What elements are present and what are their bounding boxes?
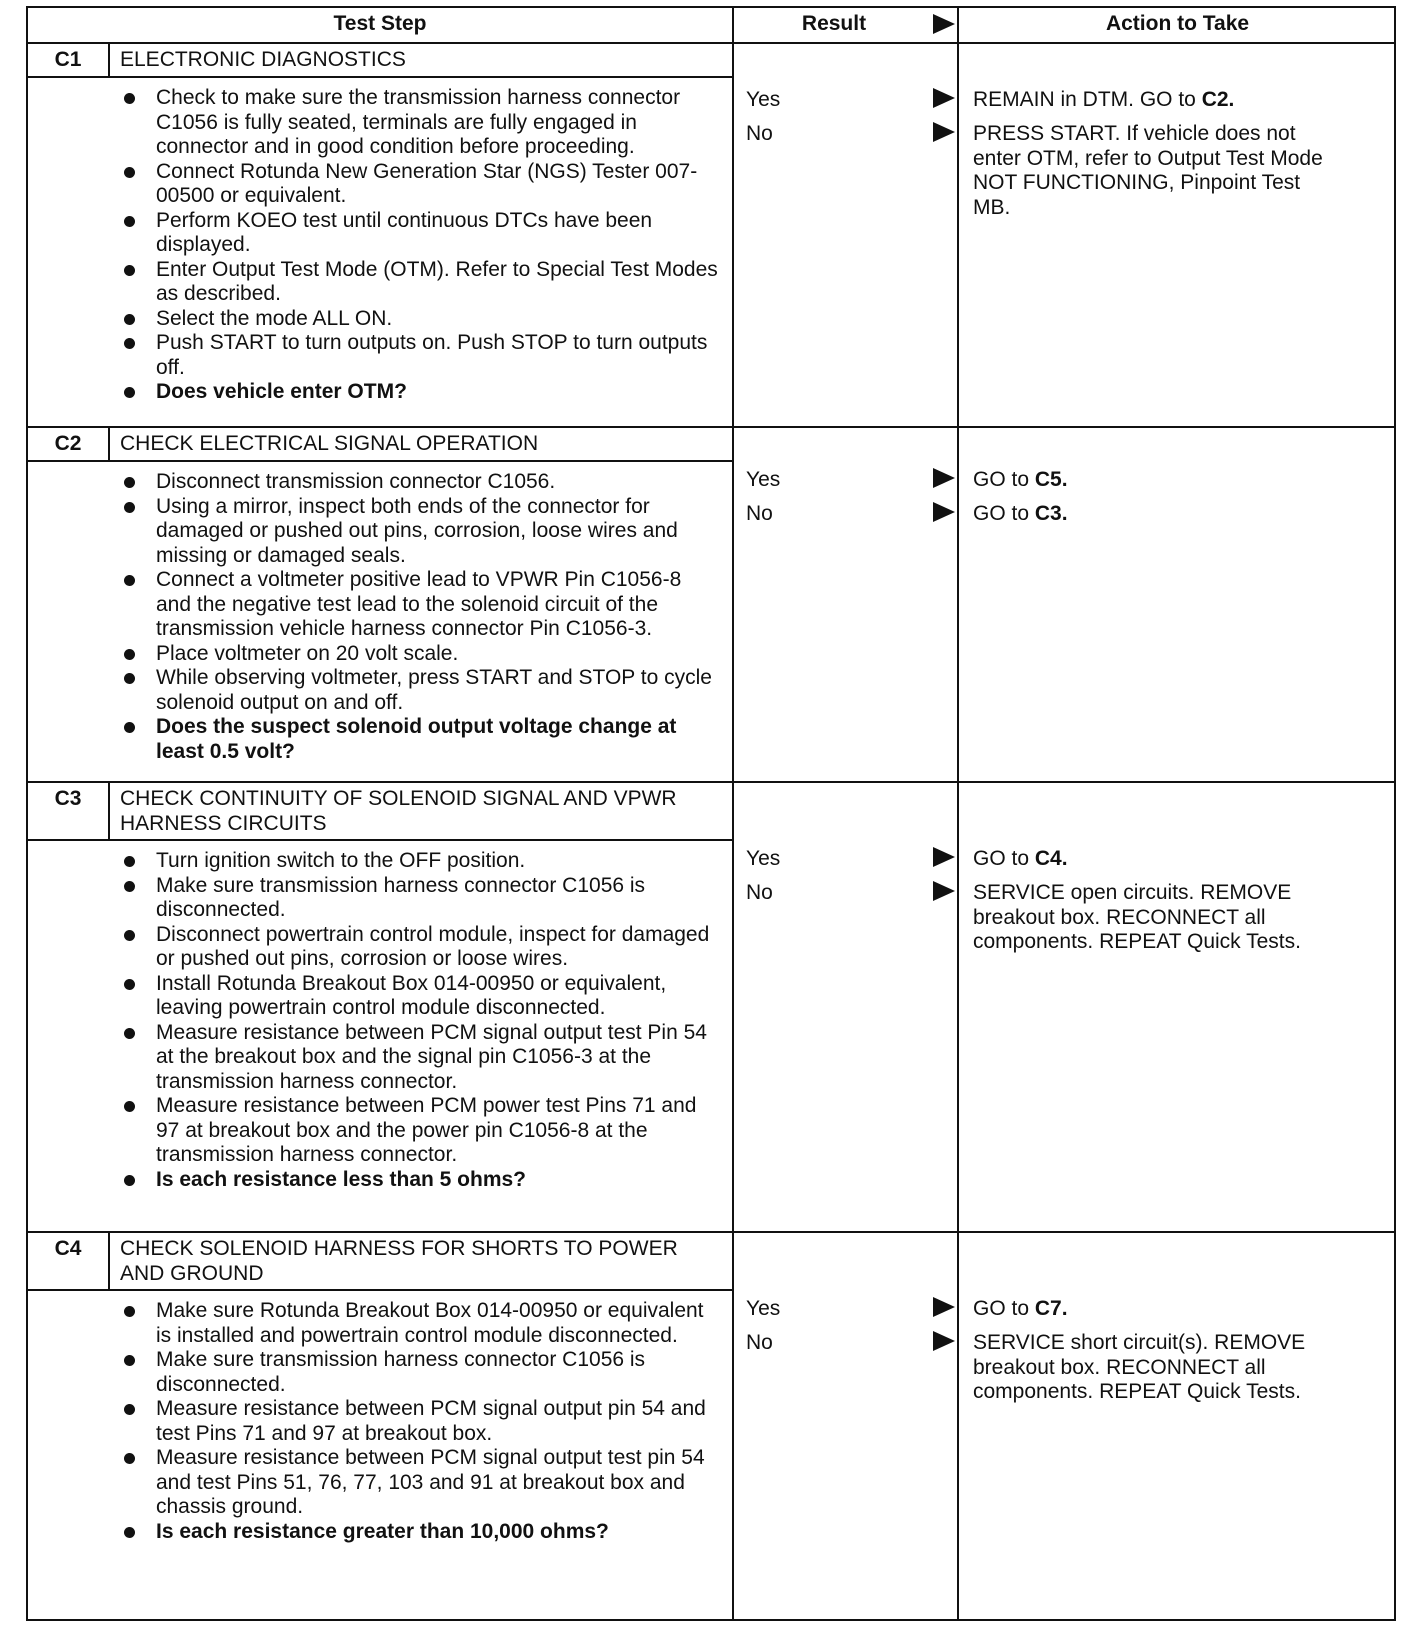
arrow-right-icon <box>933 1297 955 1317</box>
bullet-icon <box>124 1404 135 1415</box>
step-bullets <box>120 849 720 1192</box>
action-yes: GO to C7. <box>973 1297 1068 1320</box>
bullet-icon <box>124 314 135 325</box>
header-action: Action to Take <box>1105 12 1250 35</box>
list-item: Turn ignition switch to the OFF position. <box>120 849 720 874</box>
step-bullets <box>120 86 720 405</box>
bullet-icon <box>124 1527 135 1538</box>
list-item: Measure resistance between PCM power test Pins 71 and 97 at breakout box and the power pin C1056-8 at the transmission harness connector. <box>120 1094 720 1168</box>
action-yes: GO to C4. <box>973 847 1068 870</box>
step-row-c3 <box>28 783 1394 1233</box>
bullet-icon <box>124 387 135 398</box>
list-item: Make sure transmission harness connector C1056 is disconnected. <box>120 1348 720 1397</box>
arrow-right-icon <box>933 468 955 488</box>
step-row-c4 <box>28 1233 1394 1621</box>
bullet-icon <box>124 1306 135 1317</box>
step-id: C2 <box>54 432 82 455</box>
action-no: SERVICE open circuits. REMOVE breakout box. RECONNECT all components. REPEAT Quick Tests. <box>973 881 1301 953</box>
step-question: Is each resistance less than 5 ohms? <box>120 1168 720 1193</box>
step-question: Does the suspect solenoid output voltage change at least 0.5 volt? <box>120 715 720 764</box>
bullet-icon <box>124 93 135 104</box>
list-item: Place voltmeter on 20 volt scale. <box>120 642 720 667</box>
result-no: No <box>746 122 773 145</box>
step-title: ELECTRONIC DIAGNOSTICS <box>108 44 734 78</box>
arrow-right-icon <box>933 14 955 34</box>
step-id: C4 <box>54 1237 82 1260</box>
list-item: Select the mode ALL ON. <box>120 307 720 332</box>
list-item: Make sure Rotunda Breakout Box 014-00950 or equivalent is installed and powertrain control module disconnected. <box>120 1299 720 1348</box>
bullet-icon <box>124 502 135 513</box>
list-item: Enter Output Test Mode (OTM). Refer to Special Test Modes as described. <box>120 258 720 307</box>
list-item: Measure resistance between PCM signal output test Pin 54 at the breakout box and the signal pin C1056-3 at the transmission harness connector. <box>120 1021 720 1095</box>
bullet-icon <box>124 673 135 684</box>
step-bullets <box>120 1299 720 1544</box>
result-no: No <box>746 881 773 904</box>
action-yes: GO to C5. <box>973 468 1068 491</box>
bullet-icon <box>124 979 135 990</box>
bullet-icon <box>124 265 135 276</box>
bullet-icon <box>124 167 135 178</box>
bullet-icon <box>124 722 135 733</box>
list-item: Measure resistance between PCM signal output pin 54 and test Pins 71 and 97 at breakout box. <box>120 1397 720 1446</box>
bullet-icon <box>124 1453 135 1464</box>
bullet-icon <box>124 856 135 867</box>
action-no: PRESS START. If vehicle does not enter OTM, refer to Output Test Mode NOT FUNCTIONING, Pinpoint Test MB. <box>973 122 1323 219</box>
bullet-icon <box>124 1101 135 1112</box>
step-bullets <box>120 470 720 764</box>
bullet-icon <box>124 1355 135 1366</box>
bullet-icon <box>124 477 135 488</box>
list-item: Measure resistance between PCM signal output test pin 54 and test Pins 51, 76, 77, 103 and 91 at breakout box and chassis ground. <box>120 1446 720 1520</box>
step-row-c2 <box>28 428 1394 783</box>
step-id: C3 <box>54 787 82 810</box>
step-title: CHECK ELECTRICAL SIGNAL OPERATION <box>108 428 734 462</box>
step-id: C1 <box>54 48 82 71</box>
step-title: CHECK SOLENOID HARNESS FOR SHORTS TO POWER AND GROUND <box>108 1233 734 1291</box>
list-item: Perform KOEO test until continuous DTCs have been displayed. <box>120 209 720 258</box>
result-yes: Yes <box>746 847 781 870</box>
bullet-icon <box>124 1028 135 1039</box>
bullet-icon <box>124 1175 135 1186</box>
step-question: Does vehicle enter OTM? <box>120 380 720 405</box>
arrow-right-icon <box>933 847 955 867</box>
bullet-icon <box>124 216 135 227</box>
list-item: Disconnect transmission connector C1056. <box>120 470 720 495</box>
step-row-c1 <box>28 44 1394 428</box>
bullet-icon <box>124 649 135 660</box>
arrow-right-icon <box>933 881 955 901</box>
arrow-right-icon <box>933 122 955 142</box>
arrow-right-icon <box>933 502 955 522</box>
bullet-icon <box>124 930 135 941</box>
action-yes: REMAIN in DTM. GO to C2. <box>973 88 1235 111</box>
list-item: Disconnect powertrain control module, inspect for damaged or pushed out pins, corrosion or loose wires. <box>120 923 720 972</box>
arrow-right-icon <box>933 1331 955 1351</box>
step-title: CHECK CONTINUITY OF SOLENOID SIGNAL AND VPWR HARNESS CIRCUITS <box>108 783 734 841</box>
list-item: Using a mirror, inspect both ends of the connector for damaged or pushed out pins, corrosion, loose wires and missing or damaged seals. <box>120 495 720 569</box>
result-yes: Yes <box>746 468 781 491</box>
header-row <box>28 8 1394 44</box>
bullet-icon <box>124 881 135 892</box>
step-question: Is each resistance greater than 10,000 ohms? <box>120 1520 720 1545</box>
header-result: Result <box>801 12 867 35</box>
list-item: Connect a voltmeter positive lead to VPWR Pin C1056-8 and the negative test lead to the solenoid circuit of the transmission vehicle harness connector Pin C1056-3. <box>120 568 720 642</box>
result-yes: Yes <box>746 1297 781 1320</box>
list-item: Install Rotunda Breakout Box 014-00950 or equivalent, leaving powertrain control module disconnected. <box>120 972 720 1021</box>
action-no: GO to C3. <box>973 502 1068 525</box>
list-item: Push START to turn outputs on. Push STOP to turn outputs off. <box>120 331 720 380</box>
bullet-icon <box>124 338 135 349</box>
result-yes: Yes <box>746 88 781 111</box>
list-item: While observing voltmeter, press START and STOP to cycle solenoid output on and off. <box>120 666 720 715</box>
arrow-right-icon <box>933 88 955 108</box>
bullet-icon <box>124 575 135 586</box>
header-test-step: Test Step <box>333 12 427 35</box>
list-item: Check to make sure the transmission harness connector C1056 is fully seated, terminals are fully engaged in connector and in good condition before proceeding. <box>120 86 720 160</box>
result-no: No <box>746 502 773 525</box>
diagnostic-table <box>26 6 1396 1621</box>
list-item: Connect Rotunda New Generation Star (NGS) Tester 007-00500 or equivalent. <box>120 160 720 209</box>
list-item: Make sure transmission harness connector C1056 is disconnected. <box>120 874 720 923</box>
result-no: No <box>746 1331 773 1354</box>
action-no: SERVICE short circuit(s). REMOVE breakout box. RECONNECT all components. REPEAT Quick Tests. <box>973 1331 1306 1403</box>
